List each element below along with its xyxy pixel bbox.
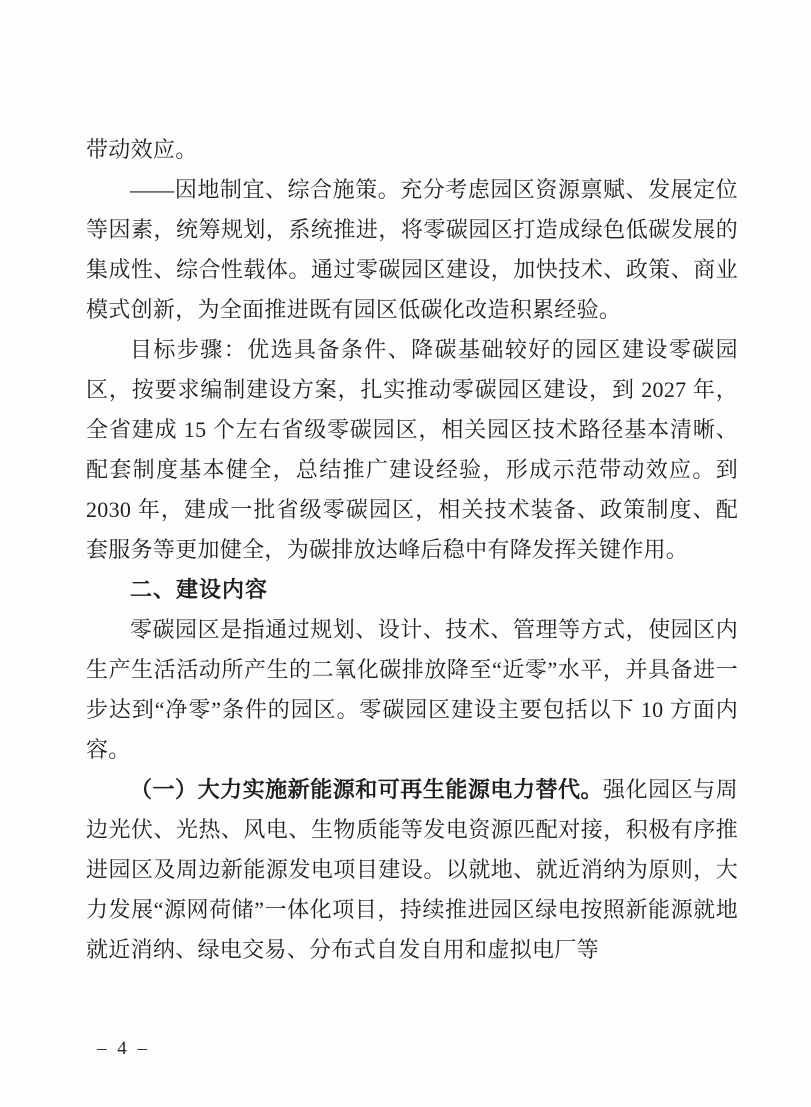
paragraph-principle xyxy=(86,170,738,330)
principle-lead: ——因地制宜、综合施策。 xyxy=(130,177,401,202)
section-2-heading: 二、建设内容 xyxy=(130,577,269,602)
paragraph-carryover: 带动效应。 xyxy=(86,137,198,162)
item-1-lead: （一）大力实施新能源和可再生能源电力替代。 xyxy=(130,777,604,802)
page-number: – 4 – xyxy=(97,1038,150,1059)
goals-body: 优选具备条件、降碳基础较好的园区建设零碳园区，按要求编制建设方案，扎实推动零碳园区建设，到 2027 年，全省建成 15 个左右省级零碳园区，相关园区技术路径基本清晰、配套制度基本健全，总结推广建设经验，形成示范带动效应。到 2030 年，建成一批省级零碳园区，相关技术装备、政策制度、配套服务等更加健全，为碳排放达峰后稳中有降发挥关键作用。 xyxy=(86,337,738,562)
paragraph-goals xyxy=(86,330,738,570)
item-1-body: 强化园区与周边光伏、光热、风电、生物质能等发电资源匹配对接，积极有序推进园区及周边新能源发电项目建设。以就地、就近消纳为原则，大力发展“源网荷储”一体化项目，持续推进园区绿电按照新能源就地就近消纳、绿电交易、分布式自发自用和虚拟电厂等 xyxy=(86,777,738,962)
paragraph-definition: 零碳园区是指通过规划、设计、技术、管理等方式，使园区内生产生活活动所产生的二氧化碳排放降至“近零”水平，并具备进一步达到“净零”条件的园区。零碳园区建设主要包括以下 10 方面内容。 xyxy=(86,617,738,762)
goals-lead: 目标步骤： xyxy=(130,337,248,362)
principle-body: 充分考虑园区资源禀赋、发展定位等因素，统筹规划，系统推进，将零碳园区打造成绿色低碳发展的集成性、综合性载体。通过零碳园区建设，加快技术、政策、商业模式创新，为全面推进既有园区低碳化改造积累经验。 xyxy=(86,177,738,322)
paragraph-item-1 xyxy=(86,770,738,970)
document-body xyxy=(86,130,738,970)
